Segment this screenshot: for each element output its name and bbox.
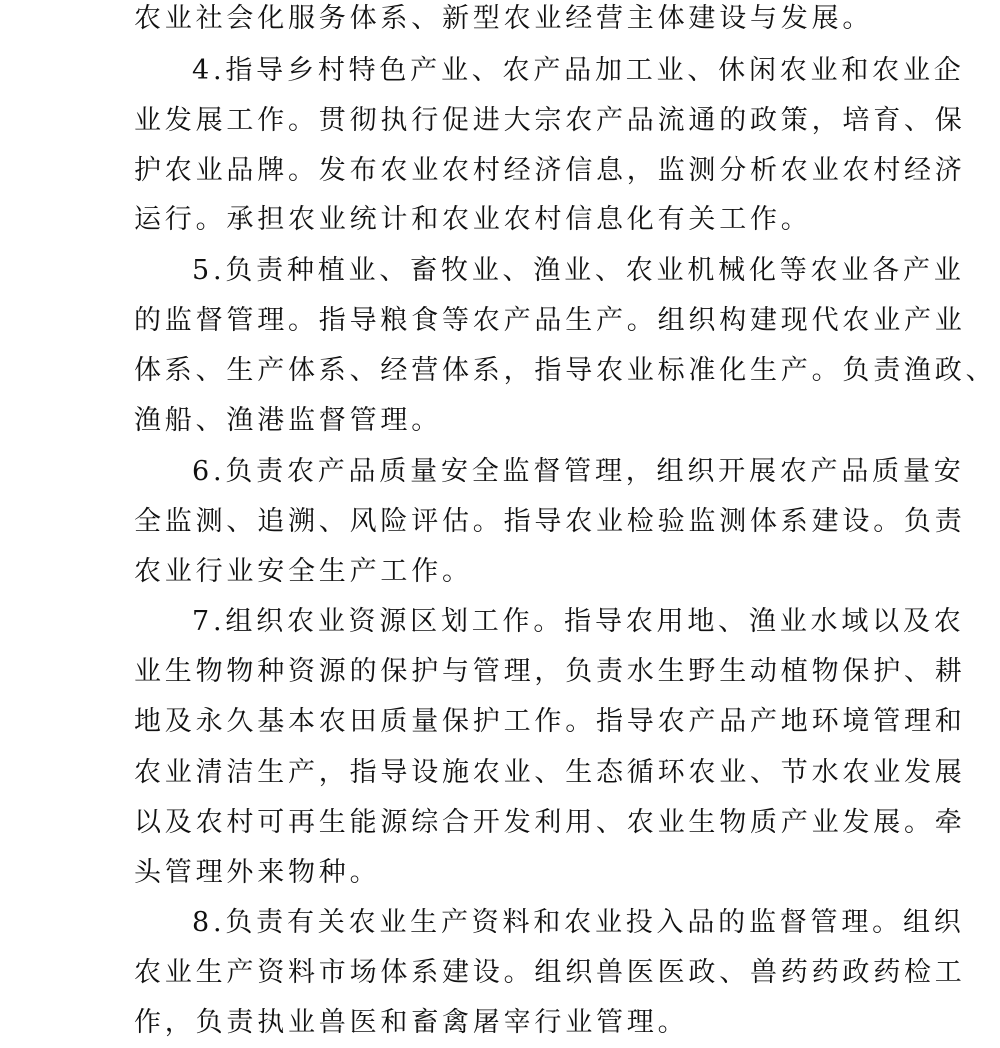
paragraph-line: 作，负责执业兽医和畜禽屠宰行业管理。 <box>134 1007 689 1038</box>
paragraph-line: 的监督管理。指导粮食等农产品生产。组织构建现代农业产业 <box>134 305 966 336</box>
paragraph-line: 农业社会化服务体系、新型农业经营主体建设与发展。 <box>134 3 874 34</box>
paragraph-line: 体系、生产体系、经营体系，指导农业标准化生产。负责渔政、 <box>134 355 997 386</box>
paragraph-line: 4.指导乡村特色产业、农产品加工业、休闲农业和农业企 <box>192 55 965 86</box>
paragraph-line: 渔船、渔港监督管理。 <box>134 405 442 436</box>
paragraph-line: 以及农村可再生能源综合开发利用、农业生物质产业发展。牵 <box>134 807 966 838</box>
paragraph-line: 7.组织农业资源区划工作。指导农用地、渔业水域以及农 <box>192 606 965 637</box>
paragraph-line: 业生物物种资源的保护与管理，负责水生野生动植物保护、耕 <box>134 656 966 687</box>
paragraph-line: 农业清洁生产，指导设施农业、生态循环农业、节水农业发展 <box>134 757 966 788</box>
paragraph-line: 运行。承担农业统计和农业农村信息化有关工作。 <box>134 204 812 235</box>
paragraph-line: 业发展工作。贯彻执行促进大宗农产品流通的政策，培育、保 <box>134 105 966 136</box>
paragraph-line: 农业生产资料市场体系建设。组织兽医医政、兽药药政药检工 <box>134 957 966 988</box>
paragraph-line: 5.负责种植业、畜牧业、渔业、农业机械化等农业各产业 <box>192 255 965 286</box>
paragraph-line: 地及永久基本农田质量保护工作。指导农产品产地环境管理和 <box>134 706 966 737</box>
paragraph-line: 全监测、追溯、风险评估。指导农业检验监测体系建设。负责 <box>134 506 966 537</box>
paragraph-line: 6.负责农产品质量安全监督管理，组织开展农产品质量安 <box>192 456 965 487</box>
paragraph-line: 农业行业安全生产工作。 <box>134 556 473 587</box>
paragraph-line: 头管理外来物种。 <box>134 857 381 888</box>
paragraph-line: 8.负责有关农业生产资料和农业投入品的监督管理。组织 <box>192 907 965 938</box>
paragraph-line: 护农业品牌。发布农业农村经济信息，监测分析农业农村经济 <box>134 155 966 186</box>
